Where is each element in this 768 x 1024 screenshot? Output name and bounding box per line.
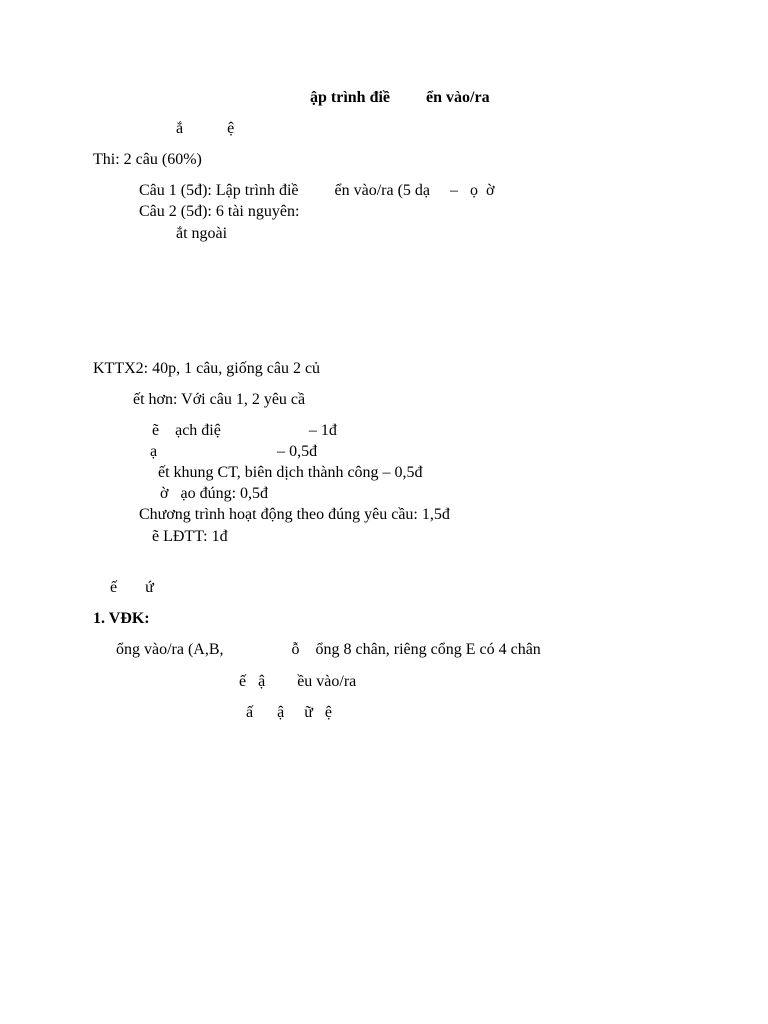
detail-intro: ết hơn: Với câu 1, 2 yêu cầ [133,391,306,408]
question-2-sub: ắt ngoài [176,225,228,242]
document-title: ập trình điề ển vào/ra [310,89,490,106]
criteria-item: ạ – 0,5đ [150,443,318,460]
kttx2-line: KTTX2: 40p, 1 câu, giống câu 2 củ [93,360,321,377]
question-2: Câu 2 (5đ): 6 tài nguyên: [139,203,300,220]
criteria-item: ẽ ạch điệ – 1đ [152,422,337,439]
register-line-1: ế ậ ều vào/ra [239,673,357,690]
criteria-item: ẽ LĐTT: 1đ [152,528,228,545]
exam-line: Thi: 2 câu (60%) [93,151,202,168]
section-heading: ế ứ [110,579,154,596]
ports-line: ổng vào/ra (A,B, ỗ ổng 8 chân, riêng cổng E có 4 chân [116,641,541,658]
criteria-item: ờ ạo đúng: 0,5đ [160,485,269,502]
criteria-item: ết khung CT, biên dịch thành công – 0,5đ [158,464,423,481]
question-1: Câu 1 (5đ): Lập trình điề ển vào/ra (5 dạ – ọ ờ [139,182,495,199]
document-subtitle: ắ ệ [176,120,235,137]
criteria-item: Chương trình hoạt động theo đúng yêu cầu: 1,5đ [139,506,450,523]
register-line-2: ấ ậ ữ ệ [246,704,332,721]
vdk-heading: 1. VĐK: [93,610,150,627]
